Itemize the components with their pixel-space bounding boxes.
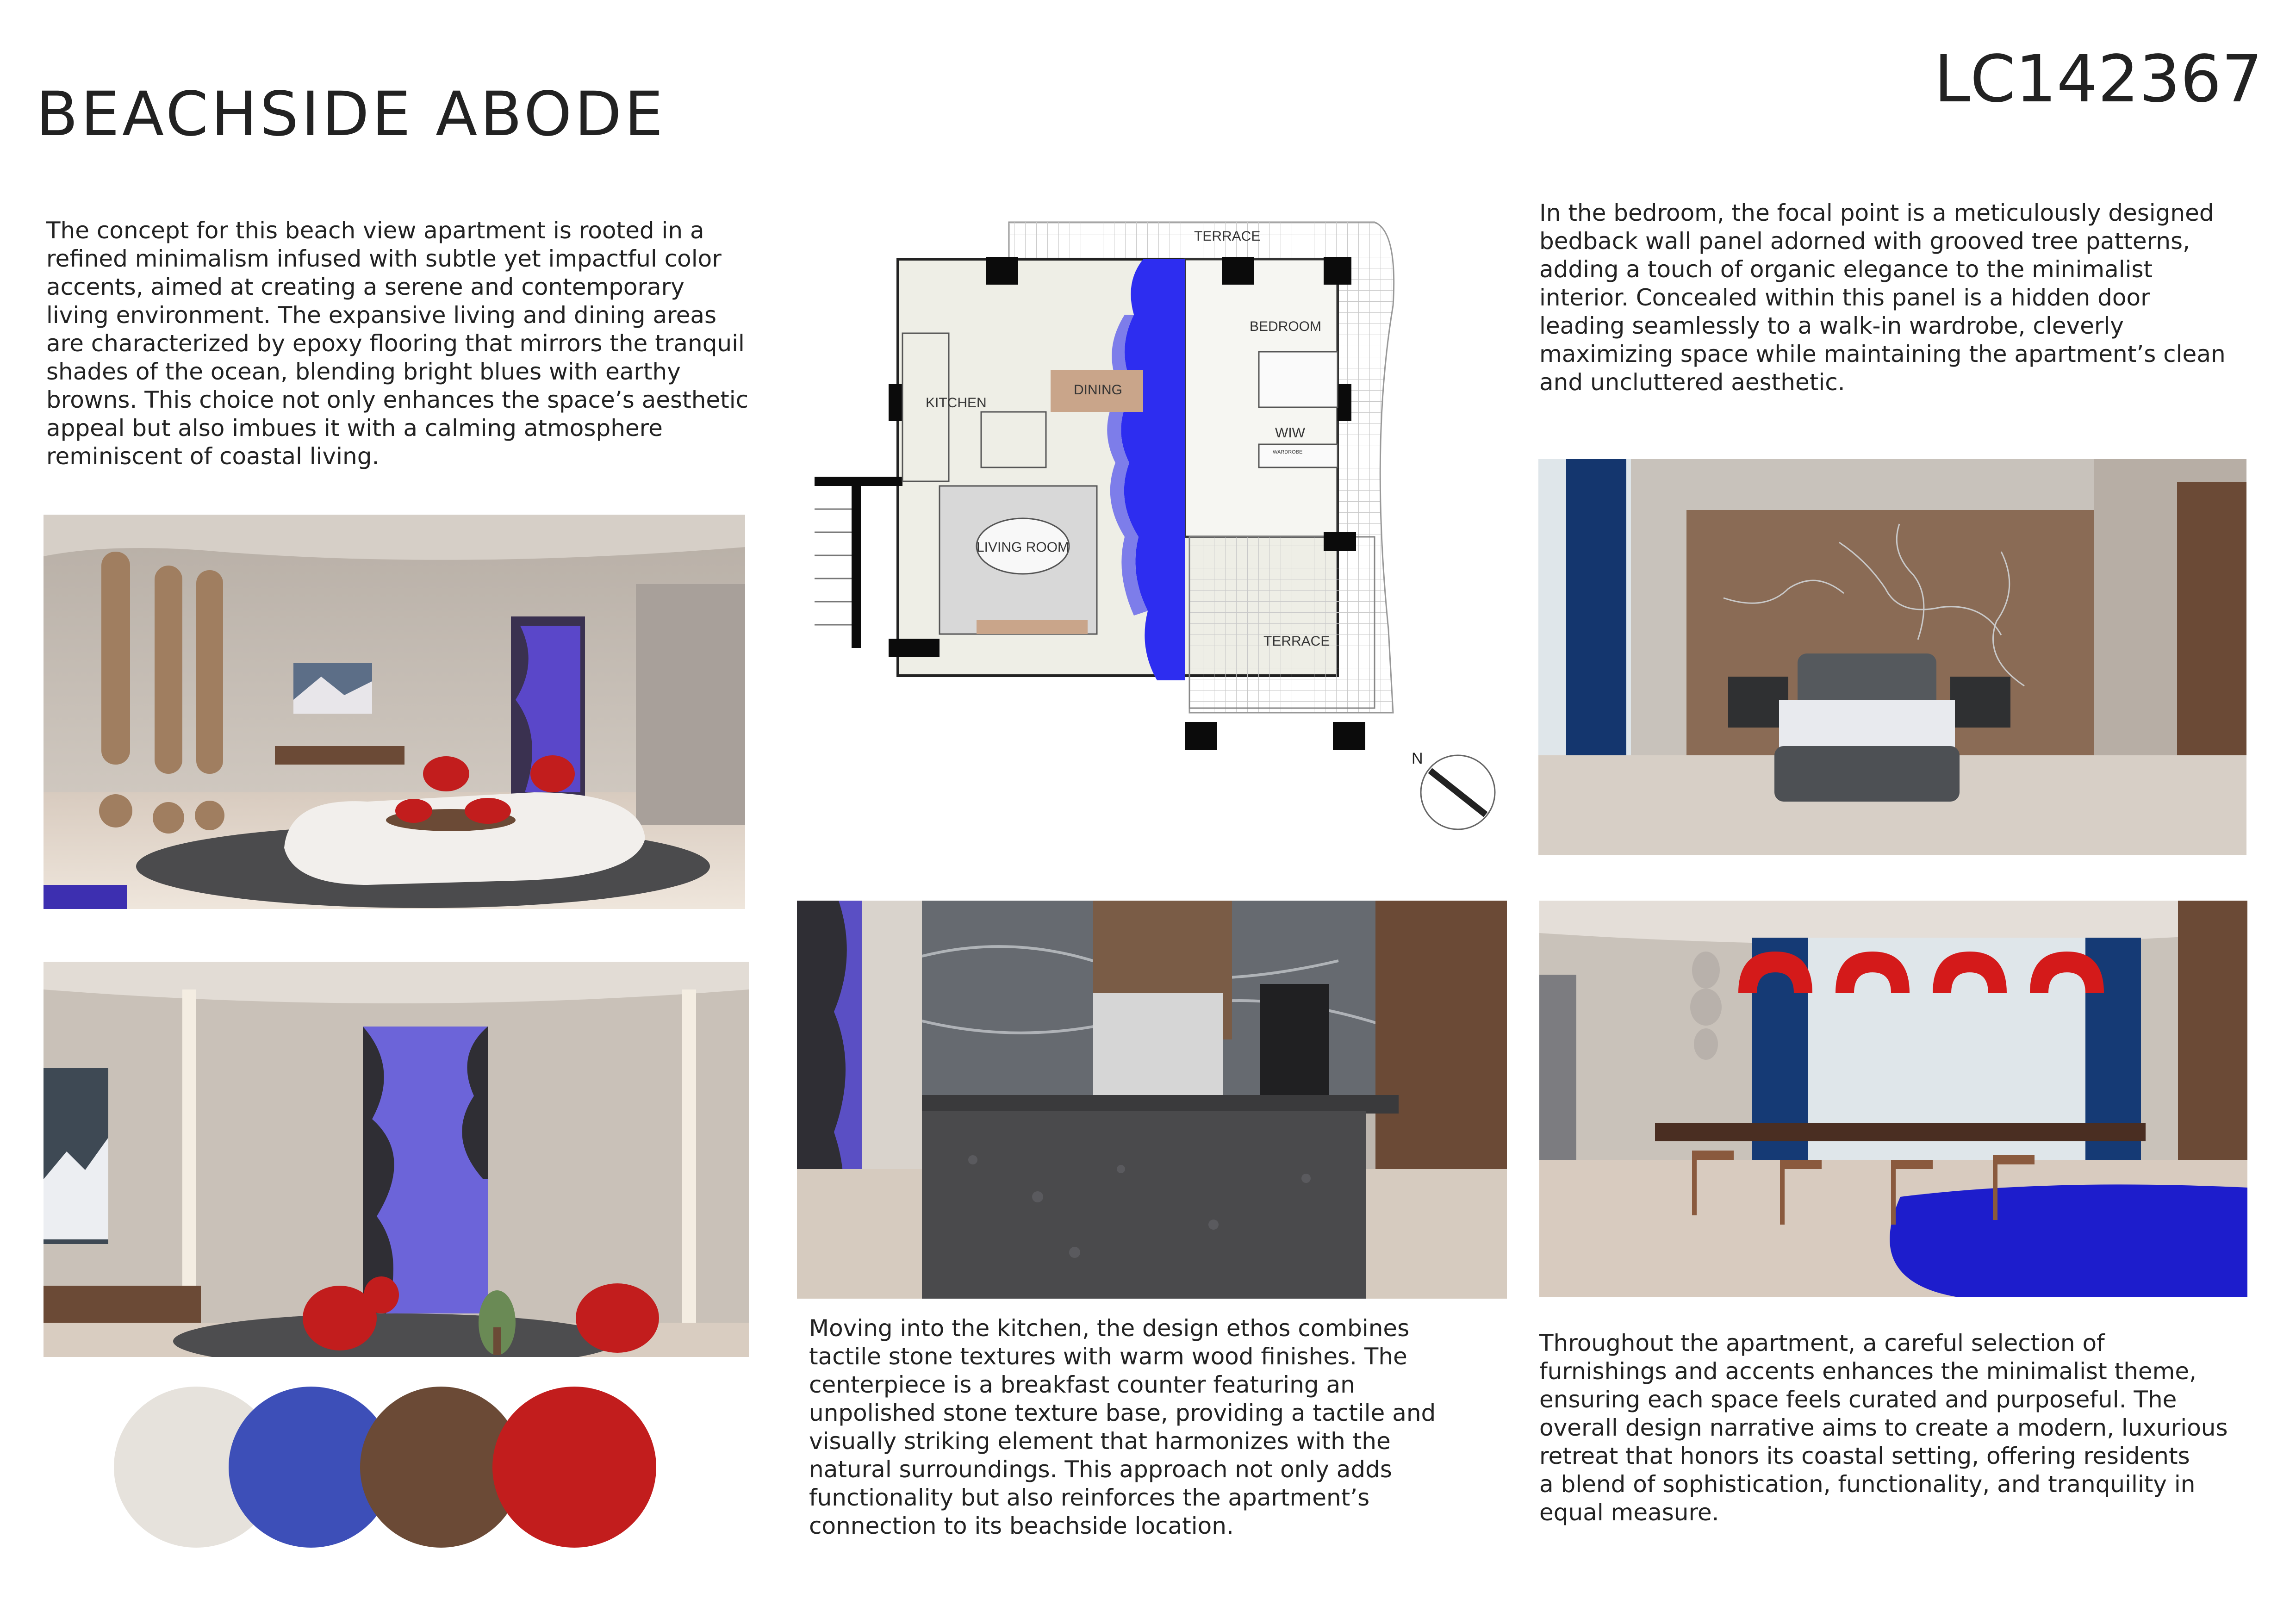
kitchen-illustration [797,901,1507,1299]
living-room-illustration [44,515,745,909]
label-terrace-bottom: TERRACE [1263,634,1330,649]
text-line: unpolished stone texture base, providing a tactile and [809,1400,1436,1426]
text-line: The concept for this beach view apartment is rooted in a [46,217,704,244]
text-line: ensuring each space feels curated and purposeful. The [1539,1386,2177,1413]
text-line: In the bedroom, the focal point is a meticulously designed [1539,199,2214,226]
lounge-render [44,962,749,1357]
text-line: retreat that honors its coastal setting, offering residents [1539,1443,2190,1469]
text-line: a blend of sophistication, functionality, and tranquility in [1539,1471,2196,1498]
text-line: maximizing space while maintaining the apartment’s clean [1539,341,2226,367]
label-wardrobe: WARDROBE [1273,449,1303,455]
swatch-red [492,1387,656,1548]
text-line: adding a touch of organic elegance to the minimalist [1539,256,2153,283]
label-wiw: WIW [1275,425,1305,441]
text-line: overall design narrative aims to create a modern, luxurious [1539,1414,2228,1441]
floor-plan-drawing [815,213,1518,842]
dining-illustration [1539,901,2247,1297]
text-line: accents, aimed at creating a serene and contemporary [46,274,684,300]
text-line: connection to its beachside location. [809,1512,1234,1539]
text-line: equal measure. [1539,1499,1719,1526]
bedroom-illustration [1538,459,2246,855]
dining-render [1539,901,2247,1297]
text-line: natural surroundings. This approach not only adds [809,1456,1392,1483]
text-line: Moving into the kitchen, the design ethos combines [809,1315,1410,1342]
text-line: reminiscent of coastal living. [46,443,380,470]
kitchen-render [797,901,1507,1299]
text-line: and uncluttered aesthetic. [1539,369,1845,396]
living-room-render [44,515,745,909]
compass-north-label: N [1412,750,1423,767]
text-line: shades of the ocean, blending bright blues with earthy [46,358,681,385]
bedroom-render [1538,459,2246,855]
label-bedroom: BEDROOM [1250,319,1322,334]
text-line: bedback wall panel adorned with grooved tree patterns, [1539,228,2190,255]
text-line: Throughout the apartment, a careful selection of [1539,1330,2105,1356]
text-line: interior. Concealed within this panel is a hidden door [1539,284,2150,311]
bedroom-paragraph [1539,199,2226,397]
text-line: visually striking element that harmonizes with the [809,1428,1391,1455]
label-terrace-top: TERRACE [1194,229,1261,244]
text-line: furnishings and accents enhances the minimalist theme, [1539,1358,2197,1385]
text-line: living environment. The expansive living and dining areas [46,302,717,329]
label-living-room: LIVING ROOM [977,540,1070,555]
floor-plan [815,213,1518,842]
text-line: centerpiece is a breakfast counter featuring an [809,1371,1355,1398]
page-title: BEACHSIDE ABODE [36,79,666,150]
kitchen-paragraph [809,1314,1436,1540]
text-line: are characterized by epoxy flooring that mirrors the tranquil [46,330,745,357]
project-code: LC142367 [1934,42,2263,117]
text-line: browns. This choice not only enhances the space’s aesthetic [46,386,749,413]
text-line: functionality but also reinforces the apartment’s [809,1484,1370,1511]
text-line: appeal but also imbues it with a calming atmosphere [46,415,663,442]
furnishings-paragraph [1539,1329,2228,1527]
label-kitchen: KITCHEN [926,395,987,411]
text-line: refined minimalism infused with subtle yet impactful color [46,245,722,272]
text-line: leading seamlessly to a walk-in wardrobe, cleverly [1539,312,2124,339]
label-dining: DINING [1074,382,1122,398]
text-line: tactile stone textures with warm wood finishes. The [809,1343,1407,1370]
concept-paragraph [46,217,748,471]
lounge-illustration [44,962,749,1357]
